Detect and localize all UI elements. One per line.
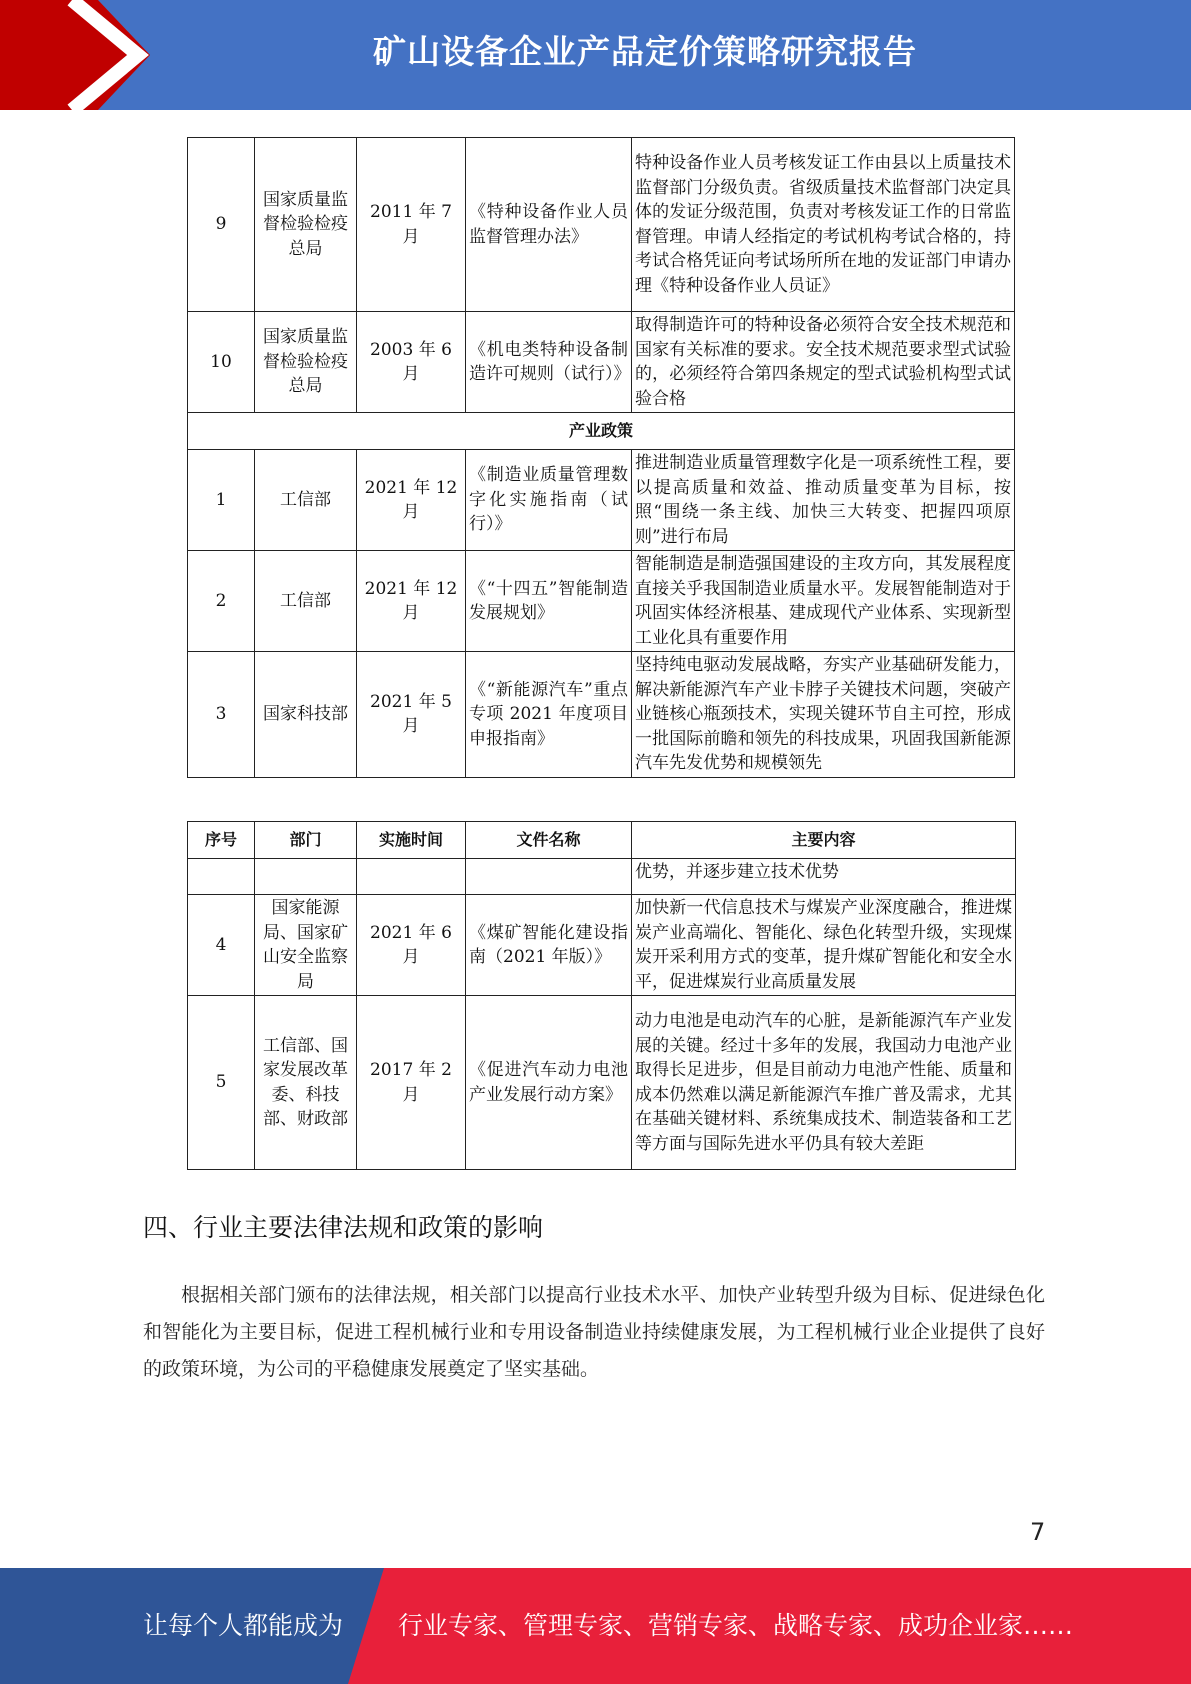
department: 工信部、国家发展改革委、科技部、财政部 xyxy=(255,996,357,1170)
row-number: 1 xyxy=(188,450,255,551)
header-content: 主要内容 xyxy=(632,822,1016,859)
row-number: 2 xyxy=(188,551,255,652)
department: 国家科技部 xyxy=(255,652,357,778)
implementation-date: 2021 年 12 月 xyxy=(357,551,466,652)
implementation-date: 2021 年 6 月 xyxy=(357,895,466,996)
table-row xyxy=(188,652,1015,778)
page-footer xyxy=(0,1568,1191,1684)
row-number: 10 xyxy=(188,312,255,413)
department: 国家质量监督检验检疫总局 xyxy=(255,312,357,413)
page-header xyxy=(0,0,1191,110)
table-row xyxy=(188,895,1016,996)
empty-cell xyxy=(357,859,466,895)
main-content: 推进制造业质量管理数字化是一项系统性工程，要以提高质量和效益、推动质量变革为目标，按照“围绕一条主线、加快三大转变、把握四项原则”进行布局 xyxy=(632,450,1015,551)
footer-slogan-left: 让每个人都能成为 xyxy=(143,1611,344,1640)
header-chevron-decoration xyxy=(0,0,300,110)
department: 工信部 xyxy=(255,551,357,652)
section-row-industry-policy xyxy=(188,413,1015,450)
main-content: 特种设备作业人员考核发证工作由县以上质量技术监督部门分级负责。省级质量技术监督部门决定具体的发证分级范围，负责对考核发证工作的日常监督管理。申请人经指定的考试机构考试合格的，持考试合格凭证向考试场所所在地的发证部门申请办理《特种设备作业人员证》 xyxy=(632,138,1015,312)
main-content: 取得制造许可的特种设备必须符合安全技术规范和国家有关标准的要求。安全技术规范要求型式试验的，必须经符合第四条规定的型式试验机构型式试验合格 xyxy=(632,312,1015,413)
header-document: 文件名称 xyxy=(466,822,632,859)
document-name: 《促进汽车动力电池产业发展行动方案》 xyxy=(466,996,632,1170)
table-row xyxy=(188,138,1015,312)
footer-slogan-right: 行业专家、管理专家、营销专家、战略专家、成功企业家…… xyxy=(398,1611,1074,1640)
policies-table xyxy=(187,821,1016,1170)
table-row xyxy=(188,312,1015,413)
main-content: 坚持纯电驱动发展战略，夯实产业基础研发能力，解决新能源汽车产业卡脖子关键技术问题，突破产业链核心瓶颈技术，实现关键环节自主可控，形成一批国际前瞻和领先的科技成果，巩固我国新能源汽车先发优势和规模领先 xyxy=(632,652,1015,778)
document-name: 《机电类特种设备制造许可规则（试行）》 xyxy=(466,312,632,413)
implementation-date: 2017 年 2 月 xyxy=(357,996,466,1170)
document-name: 《制造业质量管理数字化实施指南（试行）》 xyxy=(466,450,632,551)
row-number: 9 xyxy=(188,138,255,312)
implementation-date: 2003 年 6 月 xyxy=(357,312,466,413)
main-content: 智能制造是制造强国建设的主攻方向，其发展程度直接关乎我国制造业质量水平。发展智能制造对于巩固实体经济根基、建成现代产业体系、实现新型工业化具有重要作用 xyxy=(632,551,1015,652)
table-header-row xyxy=(188,822,1016,859)
table-row xyxy=(188,450,1015,551)
document-name: 《特种设备作业人员监督管理办法》 xyxy=(466,138,632,312)
table-row-continued xyxy=(188,859,1016,895)
header-date: 实施时间 xyxy=(357,822,466,859)
implementation-date: 2021 年 5 月 xyxy=(357,652,466,778)
table-row xyxy=(188,551,1015,652)
implementation-date: 2011 年 7 月 xyxy=(357,138,466,312)
empty-cell xyxy=(255,859,357,895)
document-name: 《“新能源汽车”重点专项 2021 年度项目申报指南》 xyxy=(466,652,632,778)
section-paragraph: 根据相关部门颁布的法律法规，相关部门以提高行业技术水平、加快产业转型升级为目标、促进绿色化和智能化为主要目标，促进工程机械行业和专用设备制造业持续健康发展，为工程机械行业企业提供了良好的政策环境，为公司的平稳健康发展奠定了坚实基础。 xyxy=(143,1284,1045,1380)
main-content: 动力电池是电动汽车的心脏，是新能源汽车产业发展的关键。经过十多年的发展，我国动力电池产业取得长足进步，但是目前动力电池产性能、质量和成本仍然难以满足新能源汽车推广普及需求，尤其在基础关键材料、系统集成技术、制造装备和工艺等方面与国际先进水平仍具有较大差距 xyxy=(632,996,1016,1170)
department: 工信部 xyxy=(255,450,357,551)
report-title: 矿山设备企业产品定价策略研究报告 xyxy=(373,32,917,71)
section-label: 产业政策 xyxy=(188,413,1015,450)
document-name: 《煤矿智能化建设指南（2021 年版）》 xyxy=(466,895,632,996)
row-number: 3 xyxy=(188,652,255,778)
department: 国家能源局、国家矿山安全监察局 xyxy=(255,895,357,996)
header-number: 序号 xyxy=(188,822,255,859)
empty-cell xyxy=(188,859,255,895)
header-department: 部门 xyxy=(255,822,357,859)
main-content: 优势，并逐步建立技术优势 xyxy=(632,859,1016,895)
regulations-table-continued xyxy=(187,137,1015,778)
row-number: 4 xyxy=(188,895,255,996)
implementation-date: 2021 年 12 月 xyxy=(357,450,466,551)
document-name: 《“十四五”智能制造发展规划》 xyxy=(466,551,632,652)
row-number: 5 xyxy=(188,996,255,1170)
section-heading: 四、行业主要法律法规和政策的影响 xyxy=(143,1213,544,1242)
page-number: 7 xyxy=(1030,1518,1046,1546)
main-content: 加快新一代信息技术与煤炭产业深度融合，推进煤炭产业高端化、智能化、绿色化转型升级，实现煤炭开采利用方式的变革，提升煤矿智能化和安全水平，促进煤炭行业高质量发展 xyxy=(632,895,1016,996)
department: 国家质量监督检验检疫总局 xyxy=(255,138,357,312)
empty-cell xyxy=(466,859,632,895)
table-row xyxy=(188,996,1016,1170)
